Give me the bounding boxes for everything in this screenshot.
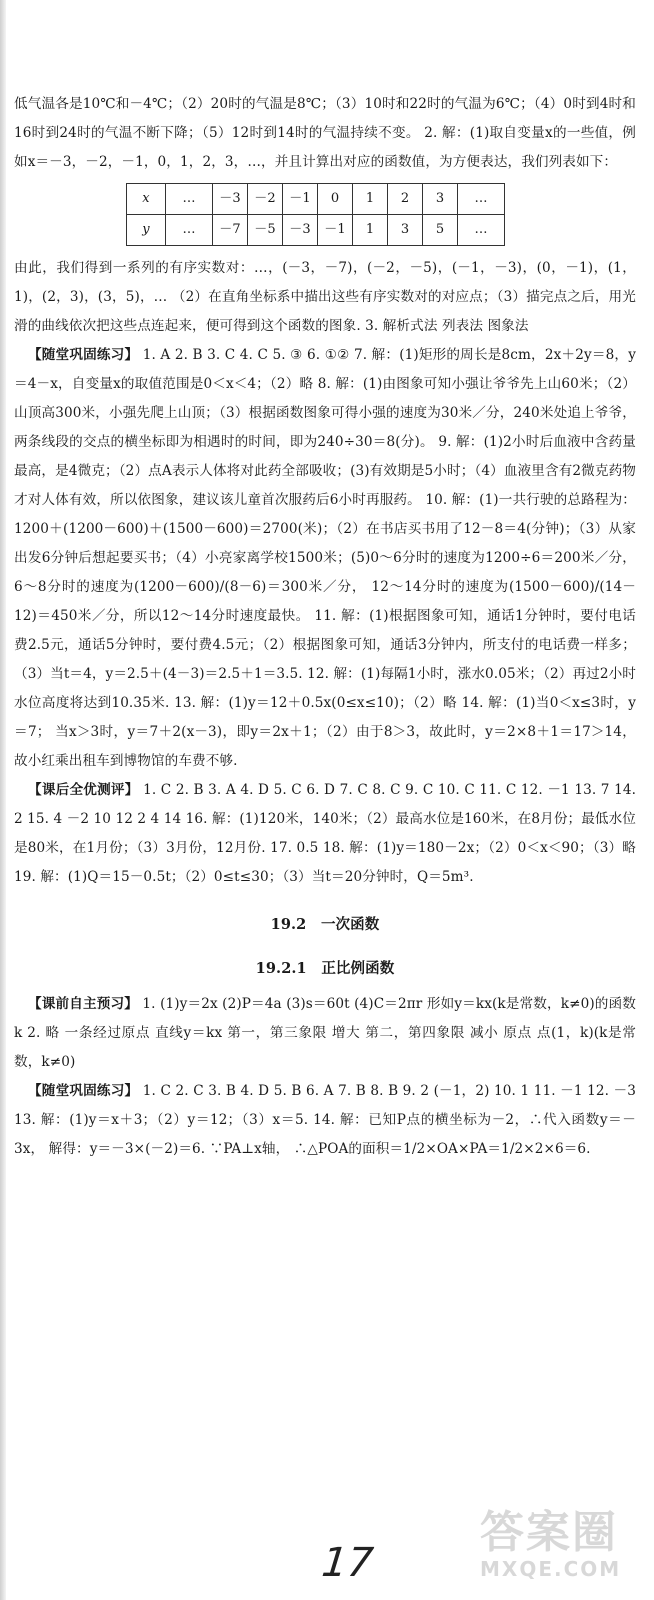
table-cell: 3: [423, 184, 458, 215]
table-row-y: [127, 215, 505, 246]
subsection-heading: 19.2.1 正比例函数: [255, 960, 395, 977]
table-cell: 5: [423, 215, 458, 246]
section-label: 【随堂巩固练习】: [28, 1083, 139, 1099]
paragraph-2: 由此，我们得到一系列的有序实数对：…，(－3，－7)，(－2，－5)，(－1，－3)，(0，－1)，(1，1)，(2，3)，(3，5)，… （2）在直角坐标系中描出这些有序实数对的对应点；（3）描完点之后，用光滑的曲线依次把这些点连起来，便可得到这个函数的图象. 3. 解析式法 列表法 图象法: [14, 260, 636, 334]
paragraph-text: 1. (1)y＝2x (2)P＝4a (3)s＝60t (4)C＝2πr 形如y＝kx(k是常数，k≠0)的函数 k 2. 略 一条经过原点 直线y＝kx 第一，第三象限 增大 第二，第四象限 减小 原点 点(1，k)(k是常数，k≠0): [14, 996, 636, 1070]
section-label: 【课前自主预习】: [28, 996, 138, 1012]
table-cell: 1: [353, 184, 388, 215]
paragraph-text: 1. A 2. B 3. C 4. C 5. ③ 6. ①② 7. 解：(1)矩形的周长是8cm，2x＋2y＝8，y＝4－x，自变量x的取值范围是0＜x＜4；（2）略 8. 解：(1)由图象可知小强让爷爷先上山60米；（2）山顶高300米，小强先爬上山顶；（3）根据函数图象可得小强的速度为30米／分，240米处追上爷爷，两条线段的交点的横坐标即为相遇时的时间，即为240÷30＝8(分)。 9. 解：(1)2小时后血液中含药量最高，是4微克；（2）点A表示人体将对此药全部吸收；(3)有效期是5小时；（4）血液里含有2微克药物才对人体有效，所以依图象，建议该儿童首次服药后6小时再服药。 10. 解：(1)一共行驶的总路程为：1200＋(1200－600)＋(1500－600)＝2700(米)；（2）在书店买书用了12－8＝4(分钟)；（3）从家出发6分钟后想起要买书；（4）小亮家离学校1500米；(5)0～6分时的速度为1200÷6＝200米／分， 6～8分时的速度为(1200－600)/(8－6)＝300米／分， 12～14分时的速度为(1500－600)/(14－12)＝450米／分，所以12～14分时速度最快。 11. 解：(1)根据图象可知，通话1分钟时，要付电话费2.5元，通话5分钟时，要付费4.5元；（2）根据图象可知，通话3分钟内，所支付的电话费一样多；（3）当t＝4，y＝2.5＋(4－3)＝2.5＋1＝3.5. 12. 解：(1)每隔1小时，涨水0.05米；（2）再过2小时水位高度将达到10.35米. 13. 解：(1)y＝12＋0.5x(0≤x≤10)；（2）略 14. 解：(1)当0＜x≤3时，y＝7； 当x＞3时，y＝7＋2(x－3)，即y＝2x＋1；（2）由于8＞3，故此时，y＝2×8＋1＝17＞14， 故小红乘出租车到博物馆的车费不够.: [14, 347, 636, 769]
watermark-text: 答案圈: [480, 1507, 618, 1558]
watermark-url: MXQE.COM: [480, 1557, 622, 1581]
table-cell: －3: [213, 184, 248, 215]
paragraph-5: [14, 990, 636, 1077]
table-cell: 1: [353, 215, 388, 246]
paragraph-6: [14, 1077, 636, 1164]
table-cell: y: [127, 215, 166, 246]
table-cell: x: [127, 184, 166, 215]
section-heading: 19.2 一次函数: [270, 916, 380, 933]
binding-edge: [0, 0, 6, 1600]
paragraph-4: [14, 776, 636, 892]
table-cell: 0: [318, 184, 353, 215]
table-cell: …: [166, 215, 213, 246]
table-cell: －1: [318, 215, 353, 246]
table-cell: －7: [213, 215, 248, 246]
paragraph-1: 低气温各是10℃和－4℃；（2）20时的气温是8℃；（3）10时和22时的气温为6℃；（4）0时到4时和16时到24时的气温不断下降；（5）12时到14时的气温持续不变。 2. 解：(1)取自变量x的一些值，例如x＝－3，－2，－1，0，1，2，3，…，并且计算出对应的函数值，为方便表达，我们列表如下：: [14, 96, 636, 170]
table-cell: －3: [283, 215, 318, 246]
table-cell: 2: [388, 184, 423, 215]
table-cell: －2: [248, 184, 283, 215]
table-cell: －5: [248, 215, 283, 246]
table-cell: …: [458, 215, 505, 246]
paragraph-text: 1. C 2. B 3. A 4. D 5. C 6. D 7. C 8. C 9. C 10. C 11. C 12. －1 13. 7 14. 2 15. 4 －2 10 12 2 4 14 16. 解：(1)120米，140米；（2）最高水位是160米，在8月份；最低水位是80米，在1月份；（3）3月份，12月份. 17. 0.5 18. 解：(1)y＝180－2x；（2）0＜x＜90；（3）略 19. 解：(1)Q＝15－0.5t；（2）0≤t≤30；（3）当t＝20分钟时，Q＝5m³.: [14, 782, 636, 885]
section-label: 【随堂巩固练习】: [28, 347, 139, 363]
paragraph-text: 1. C 2. C 3. B 4. D 5. B 6. A 7. B 8. B 9. 2 (－1，2) 10. 1 11. －1 12. －3 13. 解：(1)y＝x＋3；（2）y＝12；（3）x＝5. 14. 解：已知P点的横坐标为－2，∴代入函数y＝－3x， 解得：y＝－3×(－2)＝6. ∵PA⊥x轴， ∴△POA的面积＝1/2×OA×PA＝1/2×2×6＝6.: [14, 1083, 636, 1157]
page-number: 17: [319, 1540, 376, 1586]
table-cell: …: [166, 184, 213, 215]
table-cell: 3: [388, 215, 423, 246]
section-label: 【课后全优测评】: [28, 782, 139, 798]
value-table: [126, 183, 505, 246]
table-cell: －1: [283, 184, 318, 215]
table-cell: …: [458, 184, 505, 215]
watermark-logo: [480, 1508, 640, 1594]
paragraph-3: [14, 341, 636, 776]
table-row-x: [127, 184, 505, 215]
answer-text-body: [14, 90, 636, 1164]
